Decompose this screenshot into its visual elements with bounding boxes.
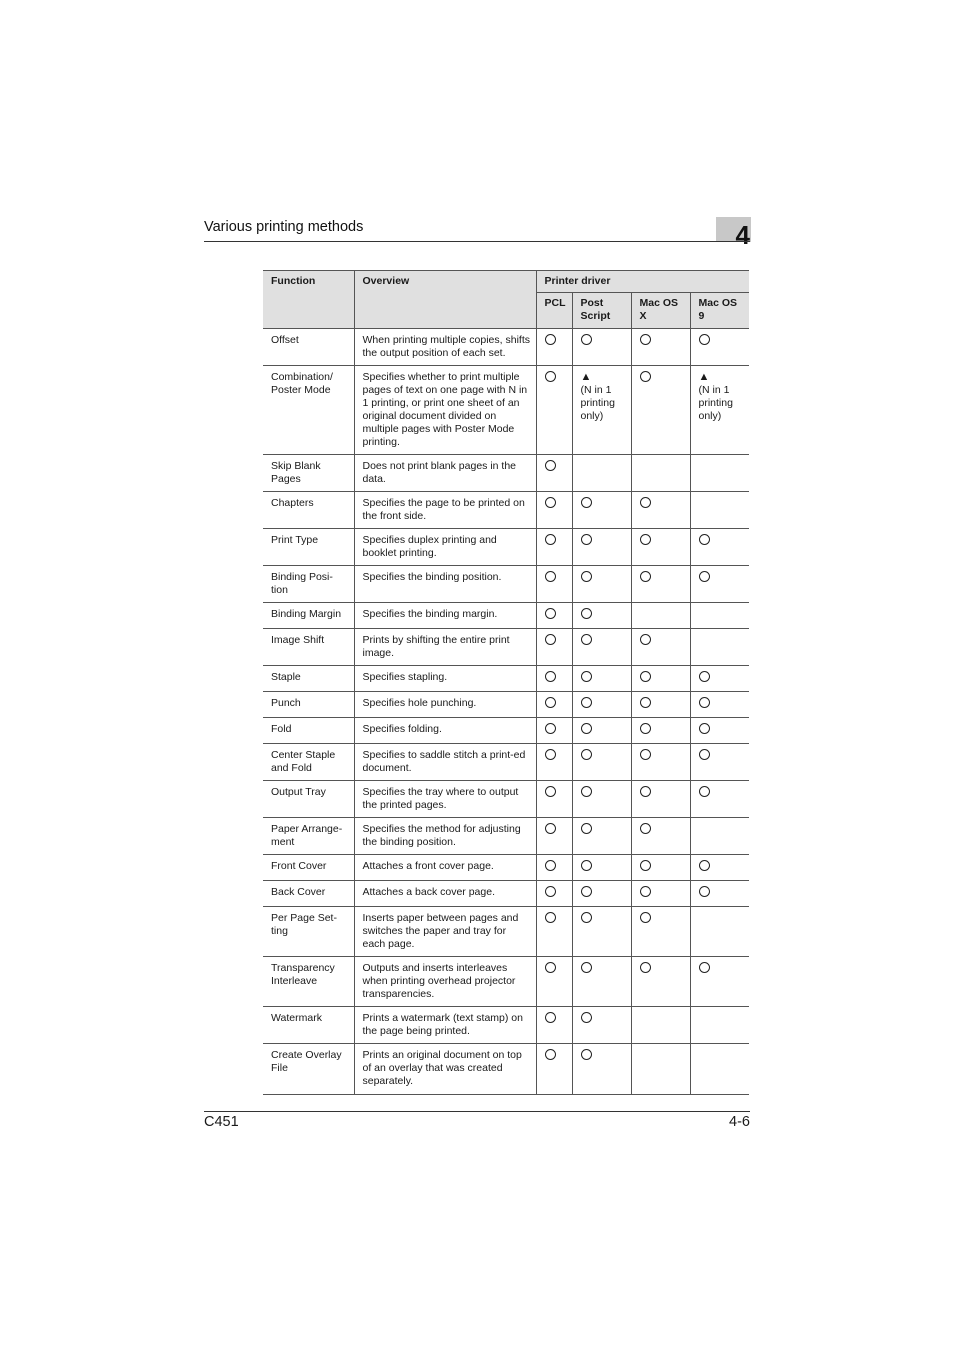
supported-circle-icon [545, 1049, 556, 1060]
table-row [263, 566, 749, 603]
cell-postscript [572, 666, 631, 692]
footer-divider [204, 1111, 750, 1112]
support-note: (N in 1 printing only) [580, 384, 615, 422]
cell-pcl [536, 566, 572, 603]
cell-postscript [572, 781, 631, 818]
cell-mac-os-9 [690, 666, 749, 692]
supported-circle-icon [640, 823, 651, 834]
cell-overview: Specifies the binding margin. [354, 603, 536, 629]
supported-circle-icon [581, 749, 592, 760]
cell-overview: Specifies the method for adjusting the binding position. [354, 818, 536, 855]
cell-pcl [536, 1007, 572, 1044]
cell-overview: Specifies whether to print multiple pages of text on one page with N in 1 printing, or print one sheet of an original document divided on multiple pages with Poster Mode printing. [354, 366, 536, 455]
cell-pcl [536, 492, 572, 529]
cell-overview: Specifies the tray where to output the printed pages. [354, 781, 536, 818]
cell-postscript [572, 492, 631, 529]
cell-mac-os-x [631, 492, 690, 529]
support-note: (N in 1 printing only) [698, 384, 733, 422]
function-table [263, 270, 749, 1095]
supported-circle-icon [581, 1012, 592, 1023]
supported-circle-icon [699, 786, 710, 797]
cell-pcl [536, 666, 572, 692]
cell-function: Paper Arrange-ment [263, 818, 354, 855]
cell-pcl [536, 629, 572, 666]
cell-mac-os-9 [690, 881, 749, 907]
table-row [263, 881, 749, 907]
supported-circle-icon [581, 697, 592, 708]
cell-mac-os-9 [690, 455, 749, 492]
cell-postscript [572, 1007, 631, 1044]
table-row [263, 692, 749, 718]
supported-circle-icon [640, 671, 651, 682]
supported-circle-icon [699, 534, 710, 545]
table-row [263, 666, 749, 692]
table-row [263, 744, 749, 781]
supported-circle-icon [640, 860, 651, 871]
cell-pcl [536, 818, 572, 855]
cell-mac-os-x [631, 781, 690, 818]
cell-pcl [536, 603, 572, 629]
supported-circle-icon [640, 534, 651, 545]
cell-mac-os-9 [690, 566, 749, 603]
cell-overview: Does not print blank pages in the data. [354, 455, 536, 492]
cell-function: Binding Posi-tion [263, 566, 354, 603]
supported-circle-icon [581, 723, 592, 734]
chapter-number: 4 [735, 220, 750, 250]
cell-function: Combination/ Poster Mode [263, 366, 354, 455]
cell-overview: Specifies duplex printing and booklet printing. [354, 529, 536, 566]
supported-circle-icon [581, 334, 592, 345]
supported-circle-icon [640, 697, 651, 708]
cell-function: Front Cover [263, 855, 354, 881]
col-header-pcl: PCL [536, 293, 572, 329]
cell-mac-os-9 [690, 603, 749, 629]
footer-model: C451 [204, 1114, 239, 1130]
table-row [263, 529, 749, 566]
cell-mac-os-9 [690, 855, 749, 881]
cell-mac-os-x [631, 855, 690, 881]
cell-overview: Attaches a front cover page. [354, 855, 536, 881]
cell-overview: Attaches a back cover page. [354, 881, 536, 907]
cell-postscript [572, 692, 631, 718]
cell-function: Watermark [263, 1007, 354, 1044]
supported-circle-icon [581, 571, 592, 582]
cell-pcl [536, 692, 572, 718]
cell-postscript [572, 329, 631, 366]
cell-overview: Specifies folding. [354, 718, 536, 744]
cell-mac-os-x [631, 718, 690, 744]
cell-overview: Specifies hole punching. [354, 692, 536, 718]
cell-postscript [572, 744, 631, 781]
supported-circle-icon [545, 608, 556, 619]
supported-circle-icon [545, 786, 556, 797]
supported-circle-icon [545, 334, 556, 345]
cell-pcl [536, 718, 572, 744]
cell-postscript [572, 907, 631, 957]
supported-circle-icon [581, 886, 592, 897]
table-row [263, 329, 749, 366]
table-row [263, 855, 749, 881]
cell-function: Image Shift [263, 629, 354, 666]
table-row [263, 629, 749, 666]
cell-pcl [536, 329, 572, 366]
cell-pcl [536, 366, 572, 455]
cell-mac-os-x [631, 907, 690, 957]
supported-circle-icon [545, 860, 556, 871]
cell-postscript [572, 629, 631, 666]
supported-circle-icon [545, 497, 556, 508]
supported-circle-icon [699, 671, 710, 682]
cell-postscript [572, 957, 631, 1007]
supported-circle-icon [640, 571, 651, 582]
cell-mac-os-x [631, 818, 690, 855]
supported-circle-icon [545, 886, 556, 897]
cell-pcl [536, 855, 572, 881]
supported-circle-icon [581, 1049, 592, 1060]
section-title: Various printing methods [204, 219, 364, 235]
table-row [263, 366, 749, 455]
cell-function: Back Cover [263, 881, 354, 907]
supported-circle-icon [581, 671, 592, 682]
cell-postscript [572, 566, 631, 603]
partial-support-triangle-icon: ▲ [580, 371, 592, 383]
table-row [263, 603, 749, 629]
cell-mac-os-9 [690, 781, 749, 818]
supported-circle-icon [581, 962, 592, 973]
supported-circle-icon [545, 723, 556, 734]
cell-mac-os-9 [690, 529, 749, 566]
cell-mac-os-9 [690, 957, 749, 1007]
supported-circle-icon [581, 786, 592, 797]
table-row [263, 1044, 749, 1095]
supported-circle-icon [640, 912, 651, 923]
supported-circle-icon [581, 534, 592, 545]
table-row [263, 781, 749, 818]
cell-postscript [572, 455, 631, 492]
cell-function: Output Tray [263, 781, 354, 818]
cell-pcl [536, 1044, 572, 1095]
supported-circle-icon [699, 723, 710, 734]
cell-mac-os-9 [690, 692, 749, 718]
cell-mac-os-9 [690, 366, 749, 455]
cell-mac-os-9 [690, 818, 749, 855]
cell-overview: Specifies the binding position. [354, 566, 536, 603]
cell-postscript [572, 366, 631, 455]
supported-circle-icon [699, 697, 710, 708]
cell-mac-os-x [631, 329, 690, 366]
supported-circle-icon [581, 860, 592, 871]
cell-mac-os-9 [690, 744, 749, 781]
cell-postscript [572, 1044, 631, 1095]
chapter-badge [716, 217, 751, 250]
cell-mac-os-9 [690, 329, 749, 366]
col-header-printer-driver: Printer driver [536, 271, 749, 293]
cell-overview: Inserts paper between pages and switches the paper and tray for each page. [354, 907, 536, 957]
cell-postscript [572, 855, 631, 881]
supported-circle-icon [545, 634, 556, 645]
supported-circle-icon [545, 749, 556, 760]
supported-circle-icon [699, 334, 710, 345]
supported-circle-icon [545, 962, 556, 973]
supported-circle-icon [640, 749, 651, 760]
supported-circle-icon [640, 962, 651, 973]
supported-circle-icon [545, 371, 556, 382]
supported-circle-icon [699, 749, 710, 760]
cell-mac-os-x [631, 529, 690, 566]
table-row [263, 492, 749, 529]
supported-circle-icon [640, 634, 651, 645]
supported-circle-icon [640, 786, 651, 797]
cell-function: Skip Blank Pages [263, 455, 354, 492]
cell-mac-os-9 [690, 629, 749, 666]
table-row [263, 907, 749, 957]
supported-circle-icon [545, 671, 556, 682]
cell-pcl [536, 907, 572, 957]
supported-circle-icon [545, 912, 556, 923]
supported-circle-icon [699, 962, 710, 973]
cell-mac-os-x [631, 1044, 690, 1095]
col-header-overview: Overview [354, 271, 536, 329]
cell-mac-os-x [631, 692, 690, 718]
col-header-mac-os-x: Mac OS X [631, 293, 690, 329]
supported-circle-icon [545, 1012, 556, 1023]
supported-circle-icon [545, 823, 556, 834]
cell-pcl [536, 455, 572, 492]
supported-circle-icon [699, 860, 710, 871]
cell-mac-os-9 [690, 492, 749, 529]
header-divider [204, 241, 750, 242]
supported-circle-icon [699, 571, 710, 582]
cell-mac-os-x [631, 366, 690, 455]
partial-support-triangle-icon: ▲ [698, 371, 710, 383]
supported-circle-icon [640, 497, 651, 508]
cell-mac-os-x [631, 566, 690, 603]
cell-function: Fold [263, 718, 354, 744]
cell-mac-os-9 [690, 1007, 749, 1044]
cell-mac-os-x [631, 666, 690, 692]
table-row [263, 455, 749, 492]
cell-mac-os-x [631, 1007, 690, 1044]
cell-pcl [536, 957, 572, 1007]
cell-postscript [572, 881, 631, 907]
cell-function: Per Page Set-ting [263, 907, 354, 957]
supported-circle-icon [581, 823, 592, 834]
cell-function: Center Staple and Fold [263, 744, 354, 781]
table-body [263, 329, 749, 1095]
cell-mac-os-x [631, 629, 690, 666]
supported-circle-icon [545, 697, 556, 708]
cell-postscript [572, 818, 631, 855]
cell-pcl [536, 881, 572, 907]
supported-circle-icon [640, 334, 651, 345]
cell-mac-os-x [631, 455, 690, 492]
supported-circle-icon [581, 497, 592, 508]
cell-function: Create Overlay File [263, 1044, 354, 1095]
cell-pcl [536, 744, 572, 781]
supported-circle-icon [581, 608, 592, 619]
supported-circle-icon [699, 886, 710, 897]
table-row [263, 718, 749, 744]
col-header-function: Function [263, 271, 354, 329]
cell-function: Punch [263, 692, 354, 718]
cell-mac-os-x [631, 603, 690, 629]
cell-mac-os-9 [690, 718, 749, 744]
supported-circle-icon [640, 371, 651, 382]
cell-overview: When printing multiple copies, shifts the output position of each set. [354, 329, 536, 366]
cell-postscript [572, 718, 631, 744]
cell-mac-os-9 [690, 907, 749, 957]
col-header-postscript: Post Script [572, 293, 631, 329]
cell-mac-os-x [631, 744, 690, 781]
col-header-mac-os-9: Mac OS 9 [690, 293, 749, 329]
supported-circle-icon [581, 912, 592, 923]
cell-pcl [536, 529, 572, 566]
cell-overview: Specifies stapling. [354, 666, 536, 692]
cell-mac-os-x [631, 957, 690, 1007]
cell-function: Print Type [263, 529, 354, 566]
cell-function: Chapters [263, 492, 354, 529]
cell-postscript [572, 603, 631, 629]
supported-circle-icon [581, 634, 592, 645]
table-row [263, 957, 749, 1007]
cell-mac-os-9 [690, 1044, 749, 1095]
cell-mac-os-x [631, 881, 690, 907]
cell-function: Transparency Interleave [263, 957, 354, 1007]
supported-circle-icon [640, 723, 651, 734]
cell-function: Staple [263, 666, 354, 692]
cell-function: Offset [263, 329, 354, 366]
footer-page-number: 4-6 [729, 1114, 750, 1130]
cell-function: Binding Margin [263, 603, 354, 629]
supported-circle-icon [545, 460, 556, 471]
cell-overview: Specifies to saddle stitch a print-ed document. [354, 744, 536, 781]
cell-overview: Specifies the page to be printed on the front side. [354, 492, 536, 529]
table-row [263, 818, 749, 855]
cell-overview: Prints an original document on top of an overlay that was created separately. [354, 1044, 536, 1095]
supported-circle-icon [545, 534, 556, 545]
cell-pcl [536, 781, 572, 818]
supported-circle-icon [545, 571, 556, 582]
cell-overview: Prints a watermark (text stamp) on the page being printed. [354, 1007, 536, 1044]
table-row [263, 1007, 749, 1044]
cell-postscript [572, 529, 631, 566]
cell-overview: Outputs and inserts interleaves when printing overhead projector transparencies. [354, 957, 536, 1007]
supported-circle-icon [640, 886, 651, 897]
cell-overview: Prints by shifting the entire print image. [354, 629, 536, 666]
